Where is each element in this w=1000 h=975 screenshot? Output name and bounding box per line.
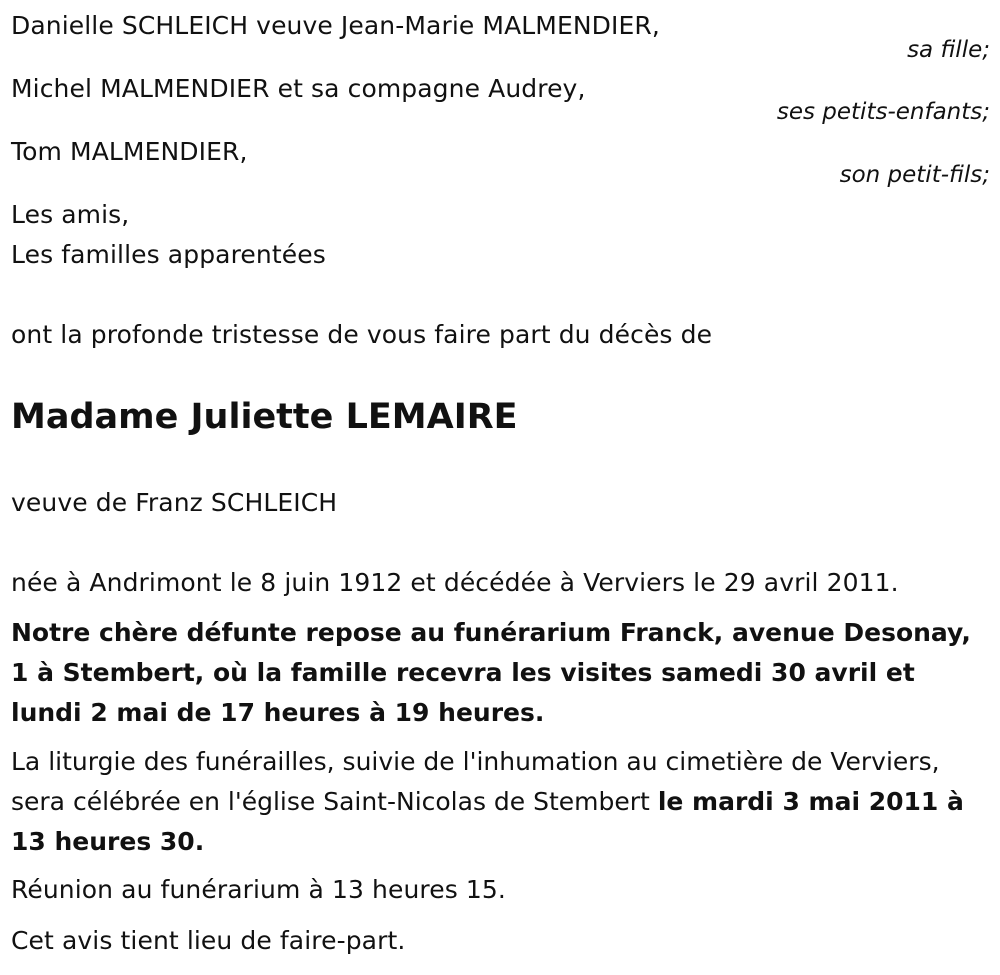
liturgy-date: le mardi 3 mai 2011 à 13 heures 30. — [11, 787, 964, 856]
reunion-info: Réunion au funérarium à 13 heures 15. — [11, 875, 506, 904]
family-member-1: Danielle SCHLEICH veuve Jean-Marie MALMENDIER, — [11, 11, 660, 40]
announcement: ont la profonde tristesse de vous faire part du décès de — [11, 320, 713, 349]
others-families: Les familles apparentées — [11, 240, 326, 269]
liturgy-info — [11, 742, 986, 862]
liturgy-text: La liturgie des funérailles, suivie de l'inhumation au cimetière de Verviers, sera célébrée en l'église Saint-Nicolas de Stembert — [11, 747, 940, 816]
relation-1: sa fille; — [907, 37, 990, 63]
deceased-name: Madame Juliette LEMAIRE — [11, 397, 518, 437]
family-member-2: Michel MALMENDIER et sa compagne Audrey, — [11, 74, 586, 103]
relation-3: son petit-fils; — [839, 162, 990, 188]
closing-note: Cet avis tient lieu de faire-part. — [11, 926, 406, 955]
family-member-3: Tom MALMENDIER, — [11, 137, 248, 166]
widow-of: veuve de Franz SCHLEICH — [11, 488, 338, 517]
others-friends: Les amis, — [11, 200, 130, 229]
birth-death-info: née à Andrimont le 8 juin 1912 et décédée à Verviers le 29 avril 2011. — [11, 568, 899, 597]
relation-2: ses petits-enfants; — [776, 99, 990, 125]
visitation-info: Notre chère défunte repose au funérarium Franck, avenue Desonay, 1 à Stembert, où la famille recevra les visites samedi 30 avril et lundi 2 mai de 17 heures à 19 heures. — [11, 618, 971, 727]
